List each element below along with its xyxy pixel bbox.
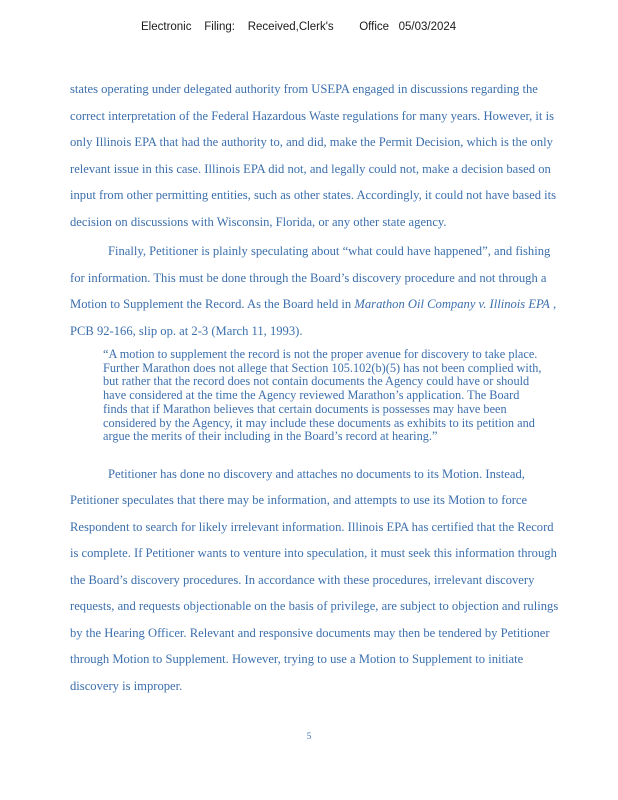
quote-line: “A motion to supplement the record is not the proper avenue for discovery to take place.: [103, 347, 538, 361]
text-line: Petitioner speculates that there may be information, and attempts to use its Motion to force: [70, 493, 528, 508]
text-line: PCB 92-166, slip op. at 2-3 (March 11, 1993).: [70, 323, 303, 338]
text-line: is complete. If Petitioner wants to venture into speculation, it must seek this information through: [70, 546, 557, 561]
text-line: by the Hearing Officer. Relevant and responsive documents may then be tendered by Petitioner: [70, 625, 550, 640]
text-line: the Board’s discovery procedures. In accordance with these procedures, irrelevant discovery: [70, 572, 535, 587]
text-line: Finally, Petitioner is plainly speculating about “what could have happened”, and fishing: [108, 244, 551, 258]
electronic-filing-stamp: Electronic Filing: Received,Clerk's Office 05/03/2024: [141, 21, 457, 33]
quote-line: Further Marathon does not allege that Section 105.102(b)(5) has not been complied with,: [103, 360, 542, 375]
marathon-quote-block: [103, 348, 590, 444]
case-citation: Marathon Oil Company v. Illinois EPA: [354, 297, 550, 311]
quote-line: but rather that the record does not contain documents the Agency could have or should: [103, 374, 530, 389]
document-body: [70, 76, 586, 699]
page-number: 5: [306, 731, 312, 741]
citation-before: Motion to Supplement the Record. As the Board held in: [70, 297, 355, 311]
text-line: through Motion to Supplement. However, trying to use a Motion to Supplement to initiate: [70, 652, 524, 667]
text-line: Respondent to search for likely irrelevant information. Illinois EPA has certified that the Record: [70, 519, 554, 534]
paragraph-3: [70, 461, 586, 700]
citation-after: ,: [549, 297, 557, 311]
text-line: requests, and requests objectionable on the basis of privilege, are subject to objection and rulings: [70, 599, 559, 614]
quote-line: finds that if Marathon believes that certain documents is possesses may have been: [103, 401, 507, 416]
quote-line: considered by the Agency, it may include these documents as exhibits to its petition and: [103, 415, 535, 430]
quote-line: have considered at the time the Agency reviewed Marathon’s application. The Board: [103, 388, 520, 403]
text-line: states operating under delegated authority from USEPA engaged in discussions regarding the: [70, 82, 538, 96]
text-line-citation: [70, 291, 586, 318]
text-line: correct interpretation of the Federal Hazardous Waste regulations for many years. However, it is: [70, 108, 554, 123]
quote-line: argue the merits of their including in the Board’s record at hearing.”: [103, 429, 438, 444]
text-line: for information. This must be done through the Board’s discovery procedure and not through a: [70, 270, 547, 285]
text-line: relevant issue in this case. Illinois EPA did not, and legally could not, make a decision based on: [70, 161, 551, 176]
paragraph-1: [70, 76, 586, 235]
paragraph-2: [70, 238, 586, 344]
text-line: only Illinois EPA that had the authority to, and did, make the Permit Decision, which is the only: [70, 135, 553, 149]
text-line: Petitioner has done no discovery and attaches no documents to its Motion. Instead,: [108, 466, 525, 481]
text-line: decision on discussions with Wisconsin, Florida, or any other state agency.: [70, 214, 447, 229]
text-line: input from other permitting entities, such as other states. Accordingly, it could not have based its: [70, 188, 557, 202]
text-line: discovery is improper.: [70, 678, 183, 693]
